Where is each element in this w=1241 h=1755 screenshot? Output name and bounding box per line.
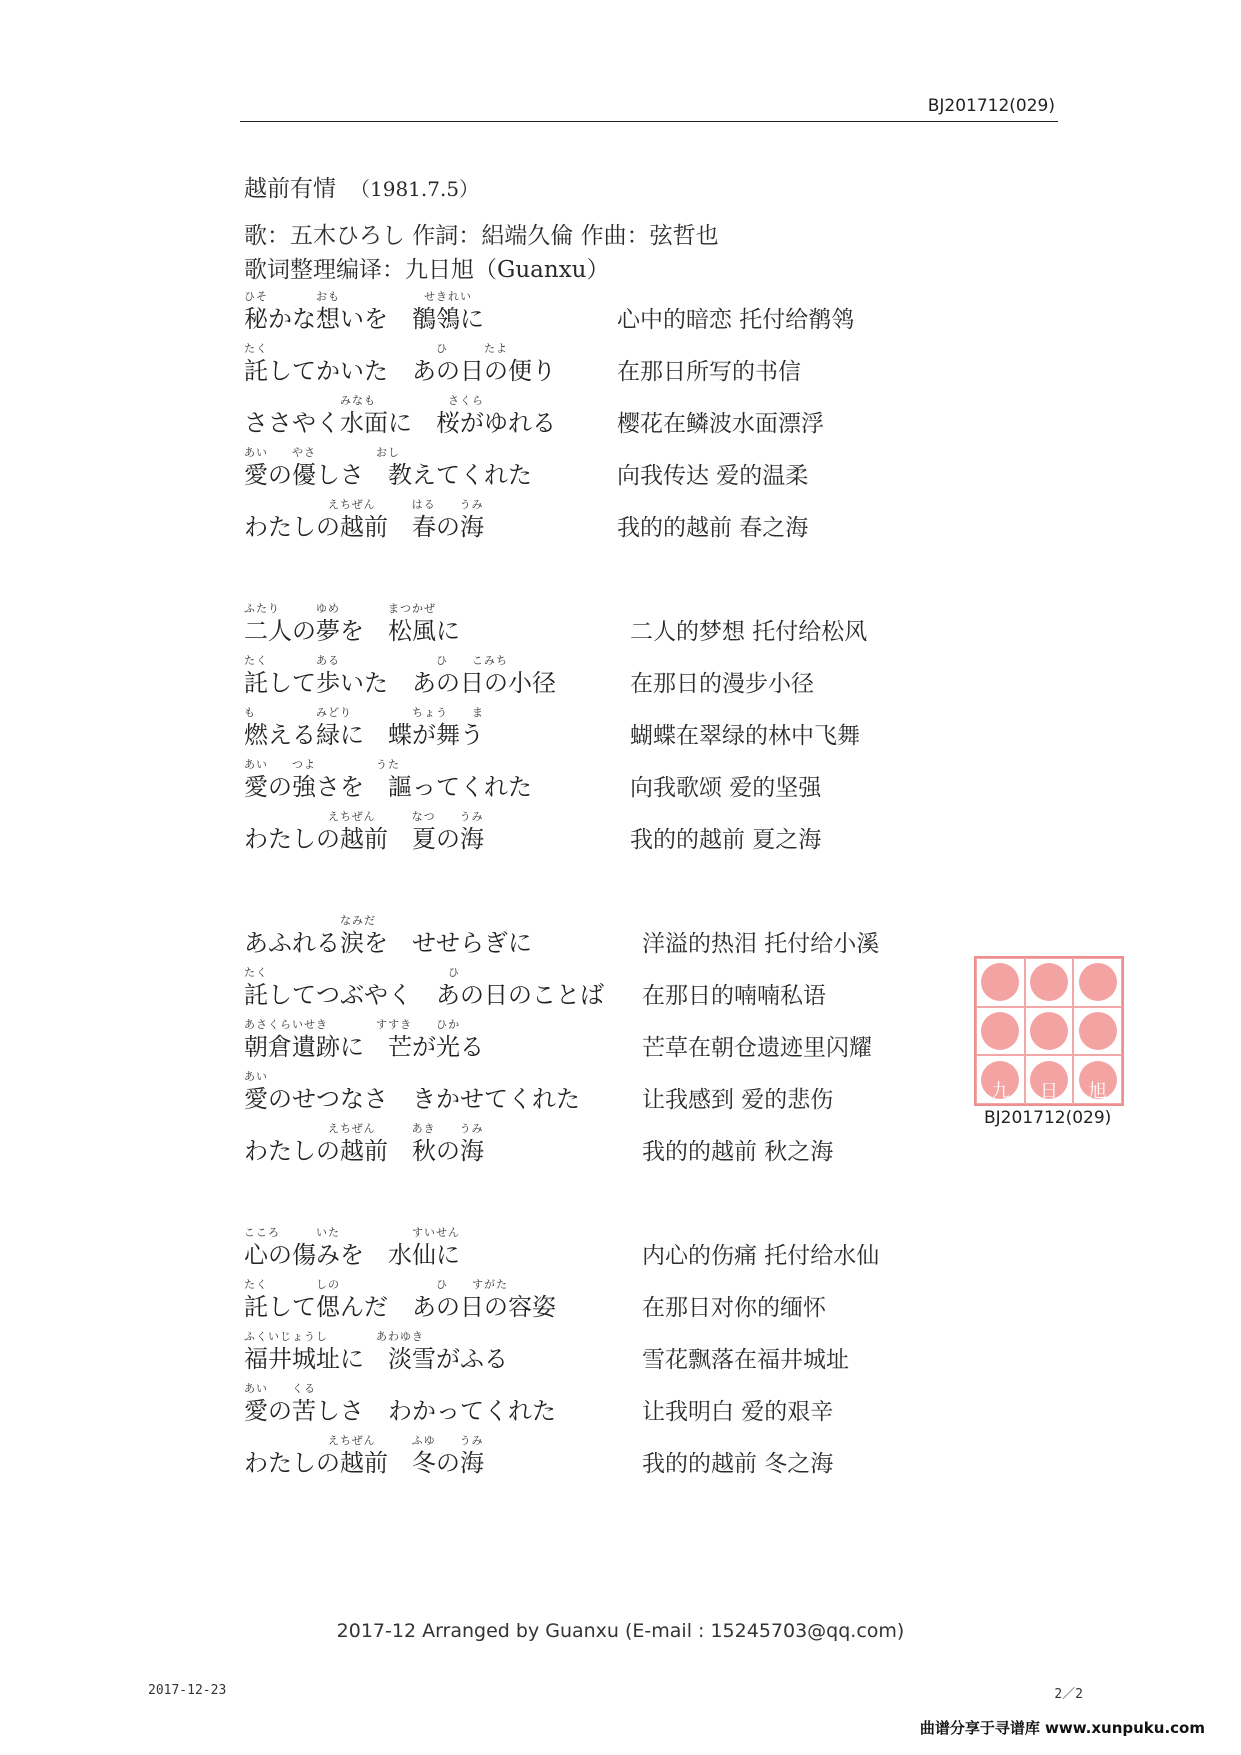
stamp-dot [981,1012,1019,1050]
japanese-lyric: 愛の苦しさ わかってくれた [244,1397,556,1425]
chinese-lyric: 芒草在朝仓遗迹里闪耀 [642,1035,872,1061]
lyric-line [0,340,1241,392]
stamp-dot [981,963,1019,1001]
furigana: ひそ おも せきれい [244,290,472,303]
chinese-lyric: 向我歌颂 爱的坚强 [630,775,822,801]
furigana: えちぜん あき うみ [244,1122,484,1135]
chinese-lyric: 雪花飘落在福井城址 [642,1347,849,1373]
furigana: ふくいじょうし あわゆき [244,1330,424,1343]
japanese-lyric: わたしの越前 春の海 [244,513,484,541]
japanese-lyric: 朝倉遺跡に 芒が光る [244,1033,484,1061]
lyric-line [0,392,1241,444]
lyric-line [0,808,1241,860]
furigana: えちぜん はる うみ [244,498,484,511]
lyric-line [0,444,1241,496]
song-credits: 歌：五木ひろし 作詞：絽端久倫 作曲：弦哲也 [244,223,719,249]
stamp-dot [1030,1012,1068,1050]
chinese-lyric: 在那日的漫步小径 [630,671,814,697]
japanese-lyric: 愛の強さを 謳ってくれた [244,773,532,801]
japanese-lyric: 託して偲んだ あの日の容姿 [244,1293,556,1321]
furigana: ふたり ゆめ まつかぜ [244,602,436,615]
chinese-lyric: 向我传达 爱的温柔 [617,463,809,489]
header-rule [240,121,1058,122]
chinese-lyric: 心中的暗恋 托付给鹡鸰 [617,307,855,333]
japanese-lyric: 秘かな想いを 鶺鴒に [244,305,484,333]
lyric-line [0,1380,1241,1432]
chinese-lyric: 让我明白 爱的艰辛 [642,1399,834,1425]
furigana: あい つよ うた [244,758,400,771]
stamp-dot [1030,963,1068,1001]
chinese-lyric: 在那日所写的书信 [617,359,801,385]
furigana: たく ひ たよ [244,342,508,355]
japanese-lyric: 愛の優しさ 教えてくれた [244,461,532,489]
lyric-line [0,704,1241,756]
japanese-lyric: 燃える緑に 蝶が舞う [244,721,484,749]
furigana: たく しの ひ すがた [244,1278,508,1291]
japanese-lyric: 心の傷みを 水仙に [244,1241,460,1269]
song-title-line [244,170,479,203]
chinese-lyric: 蝴蝶在翠绿的林中飞舞 [630,723,860,749]
furigana: あい やさ おし [244,446,400,459]
lyric-line [0,1432,1241,1484]
stamp-char: 旭 [1088,1081,1107,1102]
print-date: 2017-12-23 [148,1683,227,1698]
furigana: あい [244,1070,268,1083]
furigana: えちぜん ふゆ うみ [244,1434,484,1447]
song-date: （1981.7.5） [350,177,480,201]
chinese-lyric: 在那日对你的缅怀 [642,1295,826,1321]
lyric-line [0,756,1241,808]
japanese-lyric: 福井城址に 淡雪がふる [244,1345,508,1373]
lyric-line [0,600,1241,652]
japanese-lyric: 託してかいた あの日の便り [244,357,556,385]
furigana: えちぜん なつ うみ [244,810,484,823]
lyric-line [0,1328,1241,1380]
japanese-lyric: 愛のせつなさ きかせてくれた [244,1085,580,1113]
furigana: たく ひ [244,966,460,979]
stamp-doc-id: BJ201712(029) [984,1108,1112,1128]
furigana: なみだ [244,914,376,927]
page-number: 2／2 [1054,1687,1083,1702]
japanese-lyric: わたしの越前 冬の海 [244,1449,484,1477]
furigana: こころ いた すいせん [244,1226,460,1239]
japanese-lyric: あふれる涙を せせらぎに [244,929,532,957]
chinese-lyric: 内心的伤痛 托付给水仙 [642,1243,880,1269]
chinese-lyric: 洋溢的热泪 托付给小溪 [642,931,880,957]
lyric-line [0,652,1241,704]
chinese-lyric: 我的的越前 秋之海 [642,1139,834,1165]
japanese-lyric: 託して歩いた あの日の小径 [244,669,556,697]
furigana: あさくらいせき すすき ひか [244,1018,461,1031]
chinese-lyric: 樱花在鳞波水面漂浮 [617,411,824,437]
chinese-lyric: 在那日的喃喃私语 [642,983,826,1009]
furigana: たく ある ひ こみち [244,654,508,667]
japanese-lyric: ささやく水面に 桜がゆれる [244,409,556,437]
site-watermark: 曲谱分享于寻谱库 www.xunpuku.com [919,1719,1205,1737]
doc-id-header: BJ201712(029) [927,96,1055,116]
lyric-line [0,1224,1241,1276]
furigana: も みどり ちょう ま [244,706,484,719]
seal-stamp [974,956,1124,1106]
stamp-dot [1079,963,1117,1001]
lyric-line [0,1276,1241,1328]
japanese-lyric: 託してつぶやく あの日のことば [244,981,604,1009]
song-title: 越前有情 [244,176,336,202]
stamp-char: 九 [991,1081,1010,1102]
lyric-line [0,288,1241,340]
chinese-lyric: 二人的梦想 托付给松风 [630,619,868,645]
song-arranger: 歌词整理编译：九日旭（Guanxu） [244,257,610,283]
stamp-char: 日 [1039,1081,1058,1102]
lyric-line [0,496,1241,548]
furigana: あい くる [244,1382,316,1395]
chinese-lyric: 我的的越前 冬之海 [642,1451,834,1477]
japanese-lyric: 二人の夢を 松風に [244,617,460,645]
chinese-lyric: 让我感到 爱的悲伤 [642,1087,834,1113]
stamp-dot [1079,1012,1117,1050]
chinese-lyric: 我的的越前 夏之海 [630,827,822,853]
furigana: みなも さくら [244,394,484,407]
chinese-lyric: 我的的越前 春之海 [617,515,809,541]
japanese-lyric: わたしの越前 秋の海 [244,1137,484,1165]
arranger-credit: 2017-12 Arranged by Guanxu (E-mail : 15245703@qq.com) [336,1620,905,1642]
japanese-lyric: わたしの越前 夏の海 [244,825,484,853]
